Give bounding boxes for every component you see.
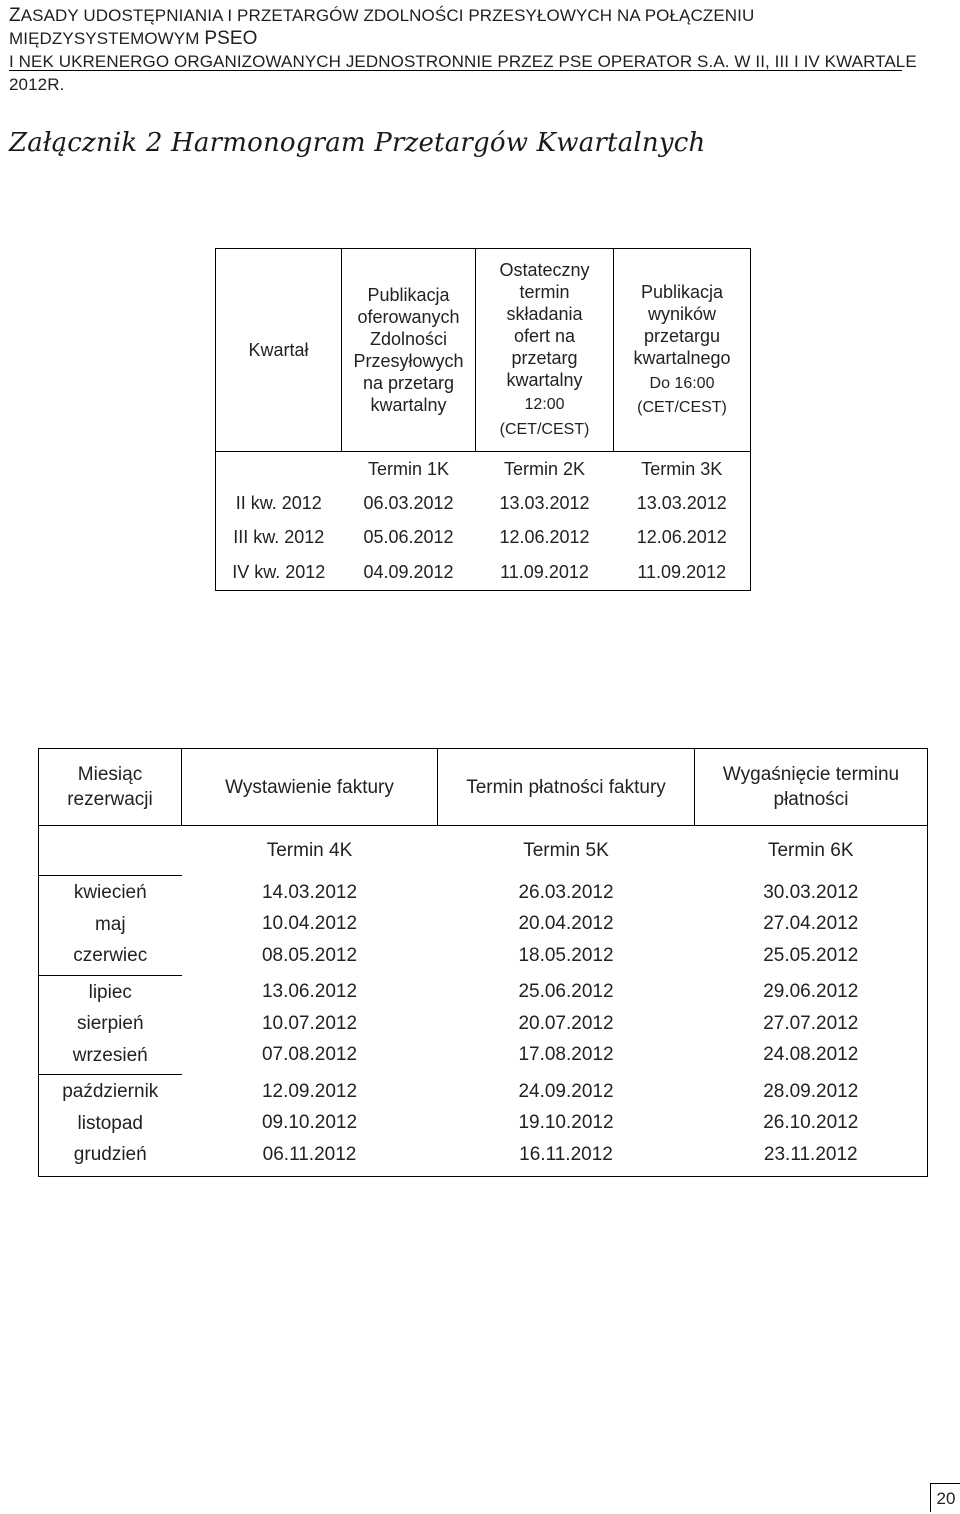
month-list: październik listopad grudzień xyxy=(39,1075,182,1177)
terms-row xyxy=(216,452,751,487)
month-list: lipiec sierpień wrzesień xyxy=(39,975,182,1075)
header-expiry: Wygaśnięcie terminu płatności xyxy=(695,749,928,826)
term-2k: Termin 2K xyxy=(503,458,586,479)
terms-row xyxy=(39,826,928,876)
term-6k: Termin 6K xyxy=(695,826,928,876)
table-row: II kw. 2012 06.03.2012 13.03.2012 13.03.2012 xyxy=(216,487,751,521)
month-list: kwiecień maj czerwiec xyxy=(39,876,182,976)
document-header xyxy=(9,4,939,96)
term-1k: Termin 1K xyxy=(367,458,450,479)
table-row: III kw. 2012 05.06.2012 12.06.2012 12.06.2012 xyxy=(216,521,751,555)
page-number: 20 xyxy=(930,1483,960,1512)
table-row-group: lipiec sierpień wrzesień 13.06.2012 10.07.2012 07.08.2012 25.06.2012 20.07.2012 17.08.2012 29.06.2012 27.07.2012 24.08.2012 xyxy=(39,975,928,1075)
header-line-2: I NEK UKRENERGO ORGANIZOWANYCH JEDNOSTRONNIE PRZEZ PSE OPERATOR S.A. W II, III I IV KWARTALE 2012R. xyxy=(9,52,917,94)
header-kwartal: Kwartał xyxy=(216,249,342,452)
header-results: Publikacja wyników przetargu kwartalnego Do 16:00 (CET/CEST) xyxy=(614,249,751,452)
term-4k: Termin 4K xyxy=(266,839,353,861)
header-month: Miesiąc rezerwacji xyxy=(39,749,182,826)
header-divider xyxy=(9,70,902,71)
header-publication: Publikacja oferowanych Zdolności Przesyłowych na przetarg kwartalny xyxy=(342,249,476,452)
quarter-label: III kw. 2012 xyxy=(216,521,342,555)
header-payment: Termin płatności faktury xyxy=(438,749,695,826)
term-5k: Termin 5K xyxy=(523,839,609,861)
table-row-group: kwiecień maj czerwiec 14.03.2012 10.04.2012 08.05.2012 26.03.2012 20.04.2012 18.05.2012 30.03.2012 27.04.2012 25.05.2012 xyxy=(39,876,928,976)
attachment-title: Załącznik 2 Harmonogram Przetargów Kwartalnych xyxy=(9,128,706,158)
table-row-group: październik listopad grudzień 12.09.2012 09.10.2012 06.11.2012 24.09.2012 19.10.2012 16.11.2012 28.09.2012 26.10.2012 23.11.2012 xyxy=(39,1075,928,1177)
quarter-label: II kw. 2012 xyxy=(216,487,342,521)
term-3k: Termin 3K xyxy=(614,452,751,487)
header-deadline: Ostateczny termin składania ofert na przetarg kwartalny 12:00 (CET/CEST) xyxy=(476,249,614,452)
header-invoice: Wystawienie faktury xyxy=(182,749,438,826)
table-row: IV kw. 2012 04.09.2012 11.09.2012 11.09.2012 xyxy=(216,555,751,591)
quarterly-schedule-table xyxy=(215,248,751,591)
invoice-schedule-table xyxy=(38,748,928,1177)
header-line-1: ZASADY UDOSTĘPNIANIA I PRZETARGÓW ZDOLNOŚCI PRZESYŁOWYCH NA POŁĄCZENIU MIĘDZYSYSTEMOWYM PSEO xyxy=(9,5,755,49)
quarter-label: IV kw. 2012 xyxy=(216,555,342,591)
